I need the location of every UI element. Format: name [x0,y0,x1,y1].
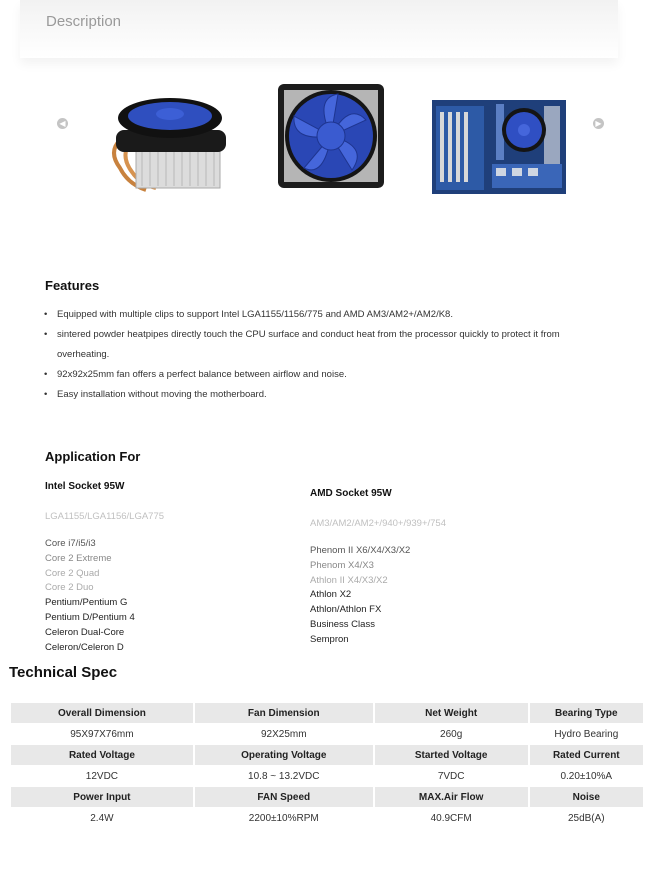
spec-value-cell: 10.8 ~ 13.2VDC [195,767,373,785]
spec-header-cell: MAX.Air Flow [375,787,528,807]
technical-spec-title: Technical Spec [9,664,118,681]
description-header [20,0,618,58]
cpu-item: Athlon X2 [310,589,352,601]
feature-item: • Equipped with multiple clips to support Intel LGA1155/1156/775 and AMD AM3/AM2+/AM2/K8. [44,305,614,325]
spec-value-cell: 7VDC [375,767,528,785]
spec-header-cell: FAN Speed [195,787,373,807]
spec-header-cell: Fan Dimension [195,703,373,723]
description-title: Description [46,13,122,30]
application-title: Application For [45,449,141,464]
cpu-item: Business Class [310,618,375,630]
cpu-item: Pentium/Pentium G [45,597,128,609]
spec-header-cell: Net Weight [375,703,528,723]
cpu-item: Phenom X4/X3 [310,559,374,571]
product-image-cooler-side [100,92,232,196]
spec-table [9,701,645,829]
cpu-item: Pentium D/Pentium 4 [45,611,135,623]
spec-header-cell: Overall Dimension [11,703,193,723]
features-title: Features [45,278,100,293]
cpu-item: Athlon II X4/X3/X2 [310,574,388,586]
cpu-item: Phenom II X6/X4/X3/X2 [310,545,411,556]
spec-header-cell: Started Voltage [375,745,528,765]
spec-value-cell: 260g [375,725,528,743]
spec-value-cell: 0.20±10%A [530,767,643,785]
spec-value-cell: 2200±10%RPM [195,809,373,827]
cpu-item: Celeron/Celeron D [45,641,124,653]
feature-item: • 92x92x25mm fan offers a perfect balance between airflow and noise. [44,365,614,385]
spec-header-row [11,787,643,807]
cpu-item: Core 2 Extreme [45,552,112,564]
carousel-prev-arrow-icon[interactable]: ◀ [57,118,68,129]
intel-socket-title: Intel Socket 95W [45,481,125,492]
feature-item: • sintered powder heatpipes directly touch the CPU surface and conduct heat from the processor quickly to protect it from overheating. [44,325,614,365]
spec-value-cell: 95X97X76mm [11,725,193,743]
product-image-motherboard [432,100,566,194]
cpu-item: Core i7/i5/i3 [45,538,96,549]
spec-header-cell: Bearing Type [530,703,643,723]
amd-socket-title: AMD Socket 95W [310,488,392,499]
cpu-item: Sempron [310,633,349,645]
spec-value-cell: 40.9CFM [375,809,528,827]
spec-value-row [11,725,643,743]
cpu-item: Celeron Dual-Core [45,626,125,638]
spec-value-cell: 12VDC [11,767,193,785]
spec-header-cell: Rated Voltage [11,745,193,765]
amd-socket-list: AM3/AM2/AM2+/940+/939+/754 [310,518,446,529]
spec-header-cell: Operating Voltage [195,745,373,765]
spec-header-cell: Rated Current [530,745,643,765]
amd-cpu-list [310,544,410,648]
spec-value-cell: Hydro Bearing [530,725,643,743]
spec-header-row [11,745,643,765]
product-image-fan-top [274,80,388,192]
carousel-next-arrow-icon[interactable]: ▶ [593,118,604,129]
spec-value-row [11,809,643,827]
cpu-item: Athlon/Athlon FX [310,604,382,616]
spec-value-cell: 92X25mm [195,725,373,743]
spec-header-cell: Noise [530,787,643,807]
spec-value-cell: 25dB(A) [530,809,643,827]
spec-value-row [11,767,643,785]
spec-header-cell: Power Input [11,787,193,807]
cpu-item: Core 2 Quad [45,567,100,579]
cpu-item: Core 2 Duo [45,582,94,594]
spec-header-row [11,703,643,723]
intel-socket-list: LGA1155/LGA1156/LGA775 [45,511,165,522]
spec-value-cell: 2.4W [11,809,193,827]
feature-item: • Easy installation without moving the motherboard. [44,385,614,405]
intel-cpu-list [45,537,135,655]
features-list [44,305,614,405]
